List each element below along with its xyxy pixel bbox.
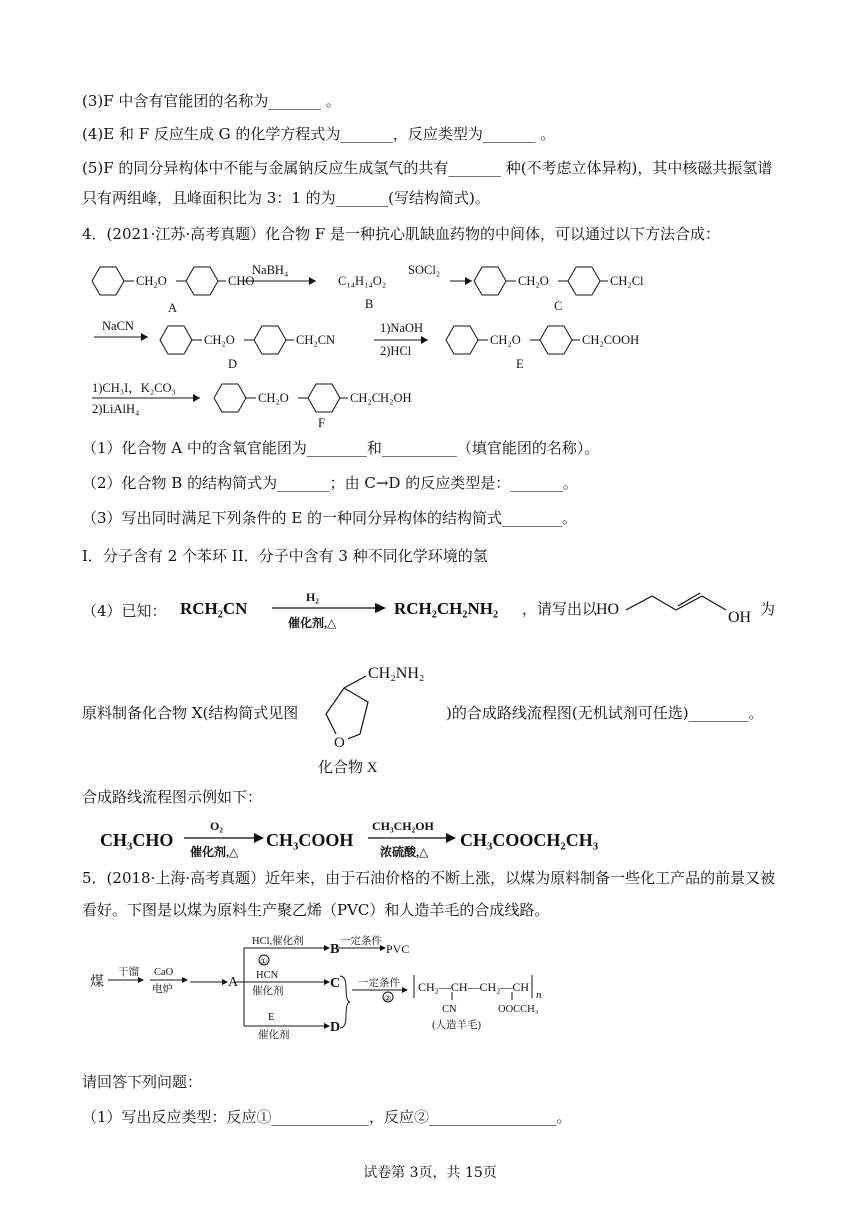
label-b: B: [365, 297, 374, 311]
q5-e: E: [268, 1012, 275, 1023]
q4-suffix-text: 为: [760, 602, 776, 618]
x-substituent: CH₂NH₂: [368, 665, 425, 682]
q4-sub-4-line2b: )的合成路线流程图(无机试剂可任选)________。: [446, 704, 764, 722]
ex-a2-top: CH₃CH₂OH: [372, 819, 434, 833]
q4-sub-4-line2a: 原料制备化合物 X(结构简式见图: [82, 704, 299, 722]
q4-sub-1: （1）化合物 A 中的含氧官能团为________和__________（填官能团的名称）。: [82, 439, 600, 457]
q5-ganliu: 干馏: [118, 967, 139, 978]
reagent-3: NaCN: [102, 319, 134, 333]
ex-a1-top: O₂: [210, 819, 223, 833]
label-a: A: [168, 301, 178, 315]
q5-hcl-cat: HCl,催化剂: [252, 936, 304, 947]
linker-a: CH₂O: [136, 274, 167, 288]
q5-a: A: [228, 975, 239, 990]
reagent-4b: 2)HCl: [380, 344, 412, 358]
q5-cond-2: 一定条件: [358, 978, 400, 989]
q5-b: B: [330, 942, 340, 957]
q5-coal: 煤: [90, 975, 104, 990]
q5-d: D: [330, 1020, 341, 1035]
q5-cao: CaO: [154, 967, 174, 978]
x-caption: 化合物 X: [318, 760, 378, 776]
q5-route-diagram: [88, 930, 588, 1060]
q5-dianlu: 电炉: [152, 984, 173, 995]
q4-sub-3: （3）写出同时满足下列条件的 E 的一种同分异构体的结构简式________。: [82, 509, 578, 527]
q4-stem: 4．(2021·江苏·高考真题）化合物 F 是一种抗心肌缺血药物的中间体，可以通过以下方法合成：: [82, 225, 721, 243]
q3-line-5a: (5)F 的同分异构体中不能与金属钠反应生成氢气的共有_______ 种(不考虑立体异构)，其中核磁共振氢谱: [82, 159, 773, 177]
group-f: CH₂CH₂OH: [350, 391, 412, 405]
page-footer: 试卷第 3页，共 15页: [363, 1165, 497, 1181]
q5-n: n: [536, 989, 542, 1001]
reagent-4a: 1)NaOH: [380, 321, 424, 335]
known-product: RCH₂CH₂NH₂: [394, 599, 499, 618]
compound-x-structure: [304, 662, 464, 778]
known-reactant: RCH₂CN: [180, 599, 248, 618]
linker-f: CH₂O: [258, 391, 289, 405]
group-a: CHO: [228, 274, 255, 288]
q4-conditions: I．分子含有 2 个苯环 II．分子中含有 3 种不同化学环境的氢: [82, 547, 488, 565]
reagent-5b: 2)LiAlH₄: [92, 402, 140, 416]
q5-stem-a: 5．(2018·上海·高考真题）近年来，由于石油价格的不断上涨，以煤为原料制备一些化工产品的前景又被: [82, 869, 776, 887]
diol-oh: OH: [728, 609, 752, 626]
q5-stem-b: 看好。下图是以煤为原料生产聚乙烯（PVC）和人造羊毛的合成线路。: [82, 901, 550, 919]
q5-c: C: [330, 976, 341, 991]
diol-ho: HO: [596, 601, 620, 618]
ex-r1: CH₃CHO: [100, 830, 174, 850]
ex-a2-bot: 浓硫酸,△: [380, 845, 429, 859]
q5-pvc: PVC: [386, 942, 410, 956]
reagent-1: NaBH₄: [252, 263, 289, 277]
reagent-2: SOCl₂: [408, 263, 441, 277]
label-d: D: [228, 357, 238, 371]
known-condition: 催化剂,△: [288, 616, 337, 630]
example-route: [96, 812, 656, 860]
q4-synthesis-scheme: [82, 254, 682, 434]
q5-hcn: HCN: [256, 970, 279, 981]
linker-d: CH₂O: [204, 333, 235, 347]
q4-mid-text: ，请写出以: [522, 602, 598, 618]
x-oxygen: O: [334, 735, 345, 751]
q5-circ-2: ②: [384, 994, 392, 1003]
q5-wool: (人造羊毛): [432, 1020, 481, 1031]
q5-poly-cn: CN: [442, 1004, 457, 1015]
known-reagent: H₂: [306, 590, 319, 604]
q5-cat-d: 催化剂: [258, 1030, 290, 1041]
ex-r2: CH₃COOH: [266, 830, 354, 850]
q5-poly-oac: OOCCH₃: [498, 1004, 539, 1015]
known-reaction: [176, 584, 776, 634]
group-c: CH₂Cl: [610, 274, 644, 288]
group-e: CH₂COOH: [582, 333, 640, 347]
q3-line-3: (3)F 中含有官能团的名称为_______ 。: [82, 92, 341, 110]
q5-prompt: 请回答下列问题：: [82, 1073, 203, 1091]
q5-sub-1: （1）写出反应类型：反应①_____________，反应②_________________。: [82, 1108, 572, 1126]
q5-cond-1: 一定条件: [340, 936, 382, 947]
ex-r3: CH₃COOCH₂CH₃: [460, 830, 599, 850]
label-f: F: [318, 416, 325, 430]
q5-cat-c: 催化剂: [252, 986, 284, 997]
formula-b: C₁₄H₁₄O₂: [338, 274, 387, 288]
group-d: CH₂CN: [296, 333, 336, 347]
linker-c: CH₂O: [518, 274, 549, 288]
q4-sub-4-prefix: （4）已知：: [82, 602, 167, 620]
reagent-5a: 1)CH₃I，K₂CO₃: [92, 381, 176, 395]
q4-sub-2: （2）化合物 B 的结构简式为_______；由 C→D 的反应类型是：_______。: [82, 474, 578, 492]
label-e: E: [516, 357, 524, 371]
q3-line-5b: 只有两组峰，且峰面积比为 3：1 的为_______(写结构简式)。: [82, 189, 490, 207]
ex-a1-bot: 催化剂,△: [190, 845, 239, 859]
q5-polymer: CH₂—CH—CH₂—CH: [418, 980, 530, 994]
example-title: 合成路线流程图示例如下：: [82, 788, 263, 806]
q5-circ-1: ①: [260, 957, 268, 966]
label-c: C: [554, 299, 563, 313]
linker-e: CH₂O: [490, 333, 521, 347]
q3-line-4: (4)E 和 F 反应生成 G 的化学方程式为_______，反应类型为_______ 。: [82, 125, 556, 143]
